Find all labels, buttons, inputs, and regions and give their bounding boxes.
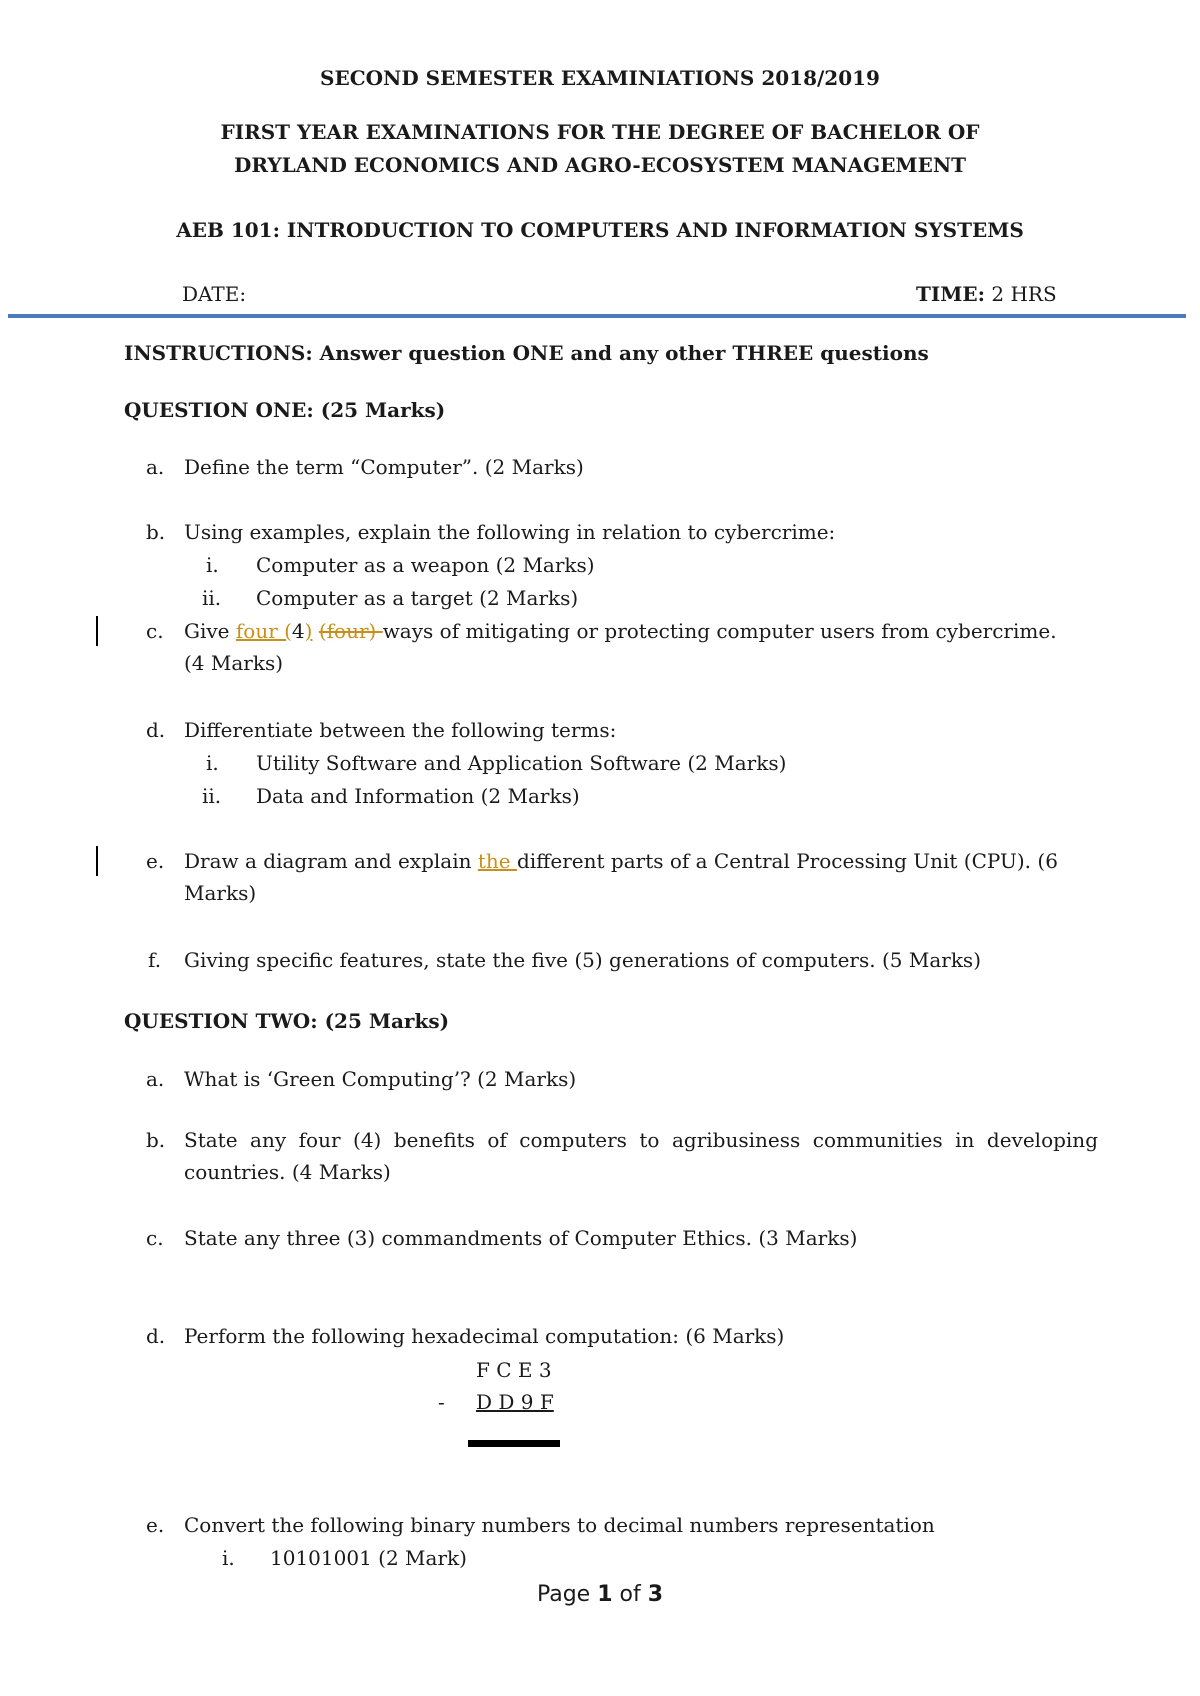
q1-d-ii-text: Data and Information (2 Marks): [256, 784, 580, 808]
inserted-text: ): [304, 619, 313, 643]
deleted-text: (four): [318, 619, 383, 643]
q2-d-marker: d.: [146, 1324, 166, 1348]
q1-b-ii-text: Computer as a target (2 Marks): [256, 586, 579, 610]
q1-d-i-marker: i.: [206, 751, 219, 775]
date-label: DATE:: [182, 282, 247, 306]
q2-d-text: Perform the following hexadecimal computation: (6 Marks): [184, 1324, 785, 1348]
q2-c-text: State any three (3) commandments of Computer Ethics. (3 Marks): [184, 1226, 858, 1250]
q2-e-i-text: 10101001 (2 Mark): [270, 1546, 467, 1570]
q1-d-ii-marker: ii.: [202, 784, 222, 808]
inserted-text: four (: [235, 619, 292, 643]
q2-b-text: State any four (4) benefits of computers to agribusiness communities in developing: [184, 1128, 1098, 1152]
q1-e-text-line2: Marks): [184, 881, 257, 905]
q1-b-i-text: Computer as a weapon (2 Marks): [256, 553, 595, 577]
hex-minus-sign: -: [438, 1390, 445, 1414]
q1-d-i-text: Utility Software and Application Software (2 Marks): [256, 751, 787, 775]
q1-a-text: Define the term “Computer”. (2 Marks): [184, 455, 584, 479]
question-one-title: QUESTION ONE: (25 Marks): [124, 398, 446, 422]
q1-f-marker: f.: [148, 948, 162, 972]
instructions: INSTRUCTIONS: Answer question ONE and any other THREE questions: [124, 341, 929, 365]
q1-d-text: Differentiate between the following terms:: [184, 718, 617, 742]
page-current: 1: [597, 1582, 613, 1607]
page-word: Page: [536, 1582, 598, 1607]
inserted-text: the: [477, 849, 517, 873]
page-number: [0, 1582, 1200, 1607]
change-bar-c: [96, 616, 98, 646]
of-word: of: [612, 1582, 648, 1607]
time-field: [916, 282, 1057, 306]
q1-c-marker: c.: [146, 619, 164, 643]
q1-c-text: [184, 619, 1057, 643]
degree-line-2: DRYLAND ECONOMICS AND AGRO-ECOSYSTEM MANAGEMENT: [234, 153, 966, 177]
q1-c-pre: Give: [184, 619, 236, 643]
q1-c-post: ways of mitigating or protecting computer users from cybercrime.: [382, 619, 1057, 643]
q1-b-marker: b.: [146, 520, 166, 544]
q1-b-i-marker: i.: [206, 553, 219, 577]
q2-e-text: Convert the following binary numbers to decimal numbers representation: [184, 1513, 935, 1537]
q2-e-i-marker: i.: [222, 1546, 235, 1570]
q1-e-post: different parts of a Central Processing Unit (CPU). (6: [516, 849, 1058, 873]
header-divider: [8, 314, 1186, 318]
hex-operand-2: D D 9 F: [476, 1390, 554, 1414]
q1-b-text: Using examples, explain the following in relation to cybercrime:: [184, 520, 836, 544]
q2-b-marker: b.: [146, 1128, 166, 1152]
q2-b-text-line2: countries. (4 Marks): [184, 1160, 391, 1184]
exam-title: SECOND SEMESTER EXAMINIATIONS 2018/2019: [320, 66, 880, 90]
q1-b-ii-marker: ii.: [202, 586, 222, 610]
question-two-title: QUESTION TWO: (25 Marks): [124, 1009, 450, 1033]
degree-line-1: FIRST YEAR EXAMINATIONS FOR THE DEGREE OF BACHELOR OF: [220, 120, 980, 144]
q1-e-text: [184, 849, 1100, 873]
hex-operand-1: F C E 3: [476, 1358, 552, 1382]
q2-e-marker: e.: [146, 1513, 165, 1537]
q2-a-marker: a.: [146, 1067, 165, 1091]
q1-f-text: Giving specific features, state the five (5) generations of computers. (5 Marks): [184, 948, 982, 972]
q1-e-pre: Draw a diagram and explain: [184, 849, 478, 873]
page-total: 3: [647, 1582, 664, 1607]
q2-c-marker: c.: [146, 1226, 164, 1250]
q1-e-marker: e.: [146, 849, 165, 873]
change-bar-e: [96, 846, 98, 876]
q1-a-marker: a.: [146, 455, 165, 479]
q2-a-text: What is ‘Green Computing’? (2 Marks): [184, 1067, 577, 1091]
time-value: 2 HRS: [985, 282, 1057, 306]
course-title: AEB 101: INTRODUCTION TO COMPUTERS AND INFORMATION SYSTEMS: [176, 218, 1024, 242]
q1-c-text-line2: (4 Marks): [184, 651, 284, 675]
answer-line: [468, 1440, 560, 1447]
q1-d-marker: d.: [146, 718, 166, 742]
q1-c-mid: 4: [291, 619, 305, 643]
time-label: TIME:: [916, 282, 986, 306]
